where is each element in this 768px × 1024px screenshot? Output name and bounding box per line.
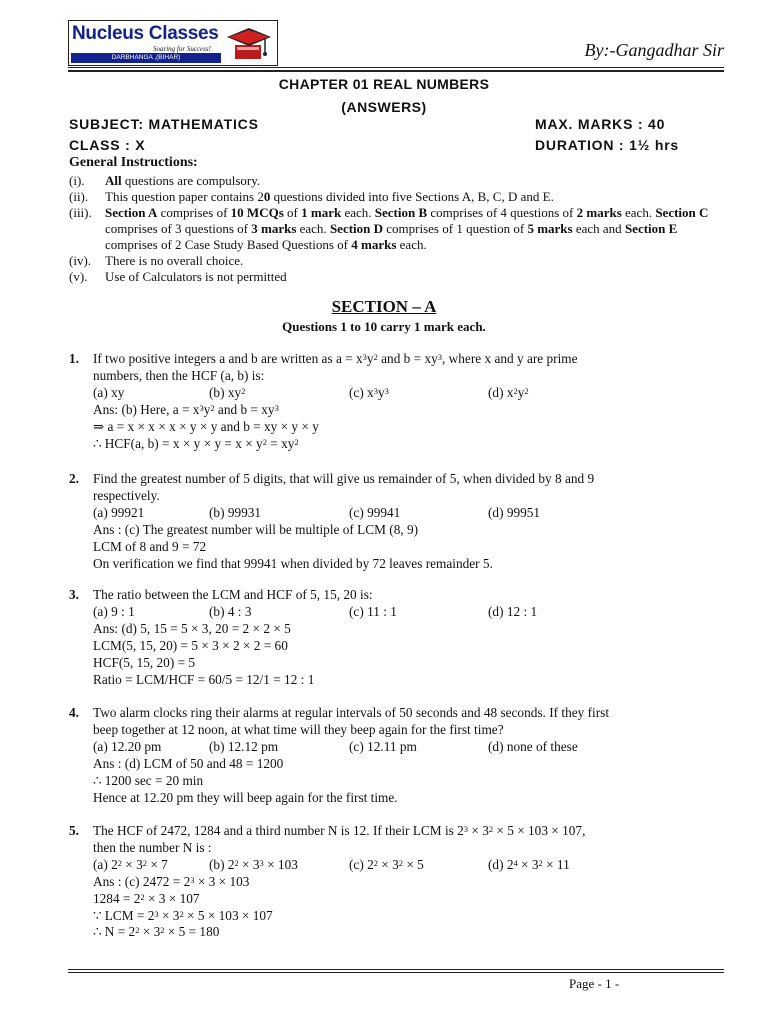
answer-option: (c) $2^2 \times 3^2 \times 5$ bbox=[349, 856, 424, 872]
subject-label: SUBJECT: MATHEMATICS bbox=[69, 116, 259, 132]
answer-line: ∵ LCM = $2^3 \times 3^2 \times 5 \times 103 \times 107$ bbox=[93, 907, 273, 923]
question-text: numbers, then the HCF (a, b) is: bbox=[93, 367, 265, 383]
question-number: 4. bbox=[69, 705, 79, 720]
answer-option: (a) 9 : 1 bbox=[93, 603, 135, 619]
answer-line: ⇒ a = x × x × x × y × y and b = xy × y × y bbox=[93, 418, 319, 434]
question-text: beep together at 12 noon, at what time will they beep again for the first time? bbox=[93, 721, 504, 737]
instruction-text: This question paper contains 20 questions divided into five Sections A, B, C, D and E. bbox=[105, 189, 554, 204]
footer-rule bbox=[68, 969, 724, 970]
answer-option: (b) $xy^2$ bbox=[209, 384, 246, 400]
instruction-text: Use of Calculators is not permitted bbox=[105, 269, 287, 284]
answer-line: LCM of 8 and 9 = 72 bbox=[93, 538, 207, 554]
question-text: respectively. bbox=[93, 487, 160, 503]
page-number: Page - 1 - bbox=[569, 976, 620, 991]
answer-option: (b) $2^2 \times 3^3 \times 103$ bbox=[209, 856, 298, 872]
instruction-number: (ii). bbox=[69, 189, 89, 204]
answer-line: ∴ 1200 sec = 20 min bbox=[93, 772, 204, 788]
answer-line: $1284 = 2^2 \times 3 \times 107$ bbox=[93, 890, 200, 906]
graduation-cap-icon bbox=[225, 25, 273, 63]
footer-rule-2 bbox=[68, 972, 724, 973]
question-number: 1. bbox=[69, 351, 79, 366]
answer-option: (a) 12.20 pm bbox=[93, 738, 162, 754]
instruction-text: There is no overall choice. bbox=[105, 253, 244, 268]
section-title: SECTION – A bbox=[331, 297, 437, 316]
answer-option: (d) none of these bbox=[488, 738, 578, 754]
answer-line: Ans : (c) The greatest number will be multiple of LCM (8, 9) bbox=[93, 521, 419, 537]
answer-option: (b) 4 : 3 bbox=[209, 603, 252, 619]
answers-label: (ANSWERS) bbox=[341, 99, 427, 115]
answer-option: (c) $x^3y^3$ bbox=[349, 384, 389, 400]
question-number: 2. bbox=[69, 471, 79, 486]
logo-city: DARBHANGA ,(BIHAR) bbox=[71, 53, 221, 63]
answer-option: (a) $2^2 \times 3^2 \times 7$ bbox=[93, 856, 168, 872]
answer-line: Ans: (d) 5, 15 = 5 × 3, 20 = 2 × 2 × 5 bbox=[93, 620, 291, 636]
instruction-number: (v). bbox=[69, 269, 88, 284]
answer-line: ∴ $N = 2^2 \times 3^2 \times 5 = 180$ bbox=[93, 924, 220, 940]
logo-title: Nucleus Classes bbox=[72, 23, 219, 44]
answer-line: ∴ HCF(a, $b) = x \times y \times y = x \times y^2 = xy^2$ bbox=[93, 435, 299, 451]
header-rule bbox=[68, 67, 724, 68]
answer-line: Ans: (b) Here, $a = x^3y^2$ and $b = xy^3$ bbox=[93, 401, 279, 417]
logo bbox=[68, 20, 278, 66]
answer-option: (c) 12.11 pm bbox=[349, 738, 417, 754]
answer-line: Ratio = LCM/HCF = 60/5 = 12/1 = 12 : 1 bbox=[93, 671, 315, 687]
answer-option: (c) 11 : 1 bbox=[349, 603, 397, 619]
answer-line: HCF(5, 15, 20) = 5 bbox=[93, 654, 196, 670]
answer-option: (a) xy bbox=[93, 384, 125, 400]
question-number: 5. bbox=[69, 823, 79, 838]
answer-option: (b) 99931 bbox=[209, 504, 262, 520]
answer-option: (d) $x^2y^2$ bbox=[488, 384, 529, 400]
instruction-number: (i). bbox=[69, 173, 85, 188]
question-text: Two alarm clocks ring their alarms at regular intervals of 50 seconds and 48 seconds. If they first bbox=[93, 705, 610, 720]
page-header bbox=[68, 20, 724, 66]
header-rule-thick bbox=[68, 70, 724, 72]
instruction-number: (iv). bbox=[69, 253, 92, 268]
question-text: If two positive integers a and b are written as $a = x^3y^2$ and $b = xy^3$, where x and y are prime bbox=[93, 351, 578, 366]
answer-line: Ans : (d) LCM of 50 and 48 = 1200 bbox=[93, 755, 284, 771]
answer-line: On verification we find that 99941 when divided by 72 leaves remainder 5. bbox=[93, 555, 493, 571]
max-marks-label: MAX. MARKS : 40 bbox=[535, 116, 666, 132]
question-number: 3. bbox=[69, 587, 79, 602]
logo-tagline: Soaring for Success! bbox=[153, 45, 211, 53]
author-byline: By:-Gangadhar Sir bbox=[584, 40, 724, 60]
answer-option: (d) 12 : 1 bbox=[488, 603, 538, 619]
answer-line: Ans : (c) $2472 = 2^3 \times 3 \times 103$ bbox=[93, 873, 250, 889]
instruction-text: All questions are compulsory. bbox=[105, 173, 261, 188]
answer-option: (d) 99951 bbox=[488, 504, 541, 520]
question-text: The HCF of 2472, 1284 and a third number N is 12. If their LCM is $2^3 \times 3^2 \times 5 \times 103 \times 107$, bbox=[93, 823, 586, 838]
answer-line: LCM(5, 15, 20) = 5 × 3 × 2 × 2 = 60 bbox=[93, 637, 288, 653]
question-text: Find the greatest number of 5 digits, that will give us remainder of 5, when divided by 8 and 9 bbox=[93, 471, 595, 486]
answer-option: (c) 99941 bbox=[349, 504, 401, 520]
duration-label: DURATION : 1½ hrs bbox=[535, 137, 680, 153]
answer-option: (a) 99921 bbox=[93, 504, 145, 520]
instruction-text: Section A comprises of 10 MCQs of 1 mark each. Section B comprises of 4 questions of 2 marks each. Section C comprises of 3 questions of 3 marks each. Section D comprises of 1 question of 5 marks each and Section E comprises of 2 Case Study Based Questions of 4 marks each. bbox=[105, 205, 709, 252]
question-text: then the number N is : bbox=[93, 839, 212, 855]
question-text: The ratio between the LCM and HCF of 5, 15, 20 is: bbox=[93, 587, 373, 602]
answer-line: Hence at 12.20 pm they will beep again for the first time. bbox=[93, 789, 398, 805]
answer-option: (d) $2^4 \times 3^2 \times 11$ bbox=[488, 856, 570, 872]
class-label: CLASS : X bbox=[69, 137, 146, 153]
section-subtitle: Questions 1 to 10 carry 1 mark each. bbox=[282, 319, 486, 334]
instruction-number: (iii). bbox=[69, 205, 92, 220]
chapter-title: CHAPTER 01 REAL NUMBERS bbox=[278, 76, 490, 92]
answer-option: (b) 12.12 pm bbox=[209, 738, 279, 754]
instructions-heading: General Instructions: bbox=[69, 155, 198, 170]
